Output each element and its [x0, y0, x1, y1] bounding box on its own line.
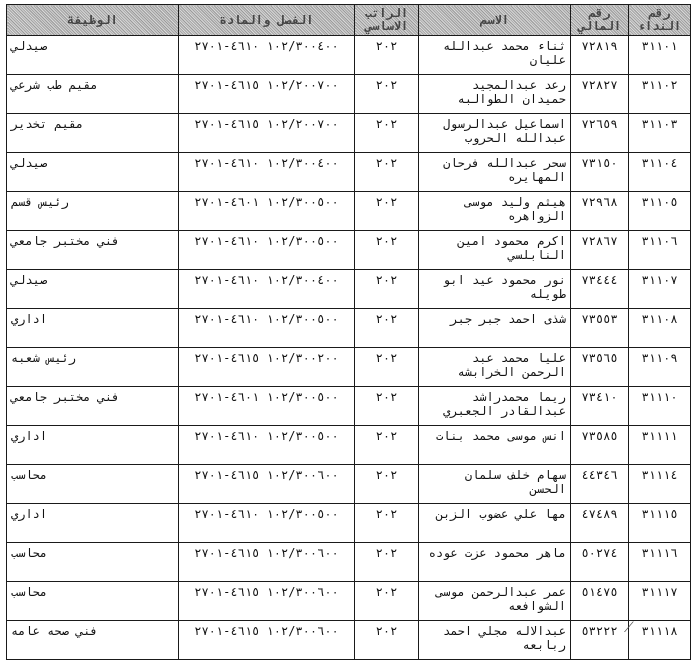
cell-base-salary: ٢٠٢	[355, 543, 419, 582]
employee-table	[6, 4, 691, 660]
cell-job-title	[7, 387, 179, 426]
cell-financial-number: ٧٢٨٦٧	[571, 231, 629, 270]
cell-base-salary: ٢٠٢	[355, 309, 419, 348]
table-row	[7, 426, 691, 465]
cell-base-salary: ٢٠٢	[355, 582, 419, 621]
cell-job-title	[7, 426, 179, 465]
cell-name: ماهر محمود عزت عوده	[419, 543, 571, 582]
table-row	[7, 75, 691, 114]
table-header	[7, 5, 691, 36]
cell-class-item: ١٠٢/٣٠٠٥٠٠ ٤٦١٠-٢٧٠١	[179, 309, 355, 348]
cell-seq-number: ٣١١٠٤	[629, 153, 691, 192]
cell-base-salary: ٢٠٢	[355, 231, 419, 270]
cell-class-item: ١٠٢/٣٠٠٤٠٠ ٤٦١٠-٢٧٠١	[179, 153, 355, 192]
cell-job-title	[7, 270, 179, 309]
table-row	[7, 114, 691, 153]
job-title-text: فني صحه عامه	[11, 624, 98, 638]
cell-seq-number: ٣١١١٠	[629, 387, 691, 426]
cell-job-title	[7, 504, 179, 543]
cell-financial-number: ٤٧٤٨٩	[571, 504, 629, 543]
cell-seq-number: ٣١١٠٩	[629, 348, 691, 387]
cell-job-title	[7, 75, 179, 114]
table-row	[7, 309, 691, 348]
table-row	[7, 348, 691, 387]
job-title-text: مقيم طب شرعي	[11, 78, 98, 92]
cell-base-salary: ٢٠٢	[355, 153, 419, 192]
cell-seq-number: ٣١١٠٢	[629, 75, 691, 114]
cell-name: عمر عبدالرحمن موسى الشوافعه	[419, 582, 571, 621]
header-seq-number: رقم النداء	[629, 5, 691, 36]
cell-job-title	[7, 309, 179, 348]
cell-name: شذى احمد جبر جبر	[419, 309, 571, 348]
cell-job-title	[7, 192, 179, 231]
header-class-item: الفصل والمادة	[179, 5, 355, 36]
cell-seq-number: ٣١١١٨	[629, 621, 691, 660]
cell-financial-number: ٥٣٢٢٢	[571, 621, 629, 660]
cell-base-salary: ٢٠٢	[355, 387, 419, 426]
job-title-text: فني مختبر جامعي	[11, 390, 120, 404]
cell-name: هيثم وليد موسى الزواهره	[419, 192, 571, 231]
cell-job-title	[7, 621, 179, 660]
cell-base-salary: ٢٠٢	[355, 192, 419, 231]
cell-seq-number: ٣١١١٥	[629, 504, 691, 543]
cell-financial-number: ٧٣٥٥٣	[571, 309, 629, 348]
cell-financial-number: ٧٣٥٦٥	[571, 348, 629, 387]
cell-seq-number: ٣١١١١	[629, 426, 691, 465]
table-row	[7, 504, 691, 543]
cell-name: ثناء محمد عبدالله عليان	[419, 36, 571, 75]
job-title-text: اداري	[11, 429, 48, 443]
cell-base-salary: ٢٠٢	[355, 75, 419, 114]
cell-financial-number: ٧٢٦٥٩	[571, 114, 629, 153]
cell-base-salary: ٢٠٢	[355, 621, 419, 660]
cell-seq-number: ٣١١٠٦	[629, 231, 691, 270]
scan-artifact: ⟋	[624, 620, 634, 636]
job-title-text: مقيم تخدير	[11, 117, 84, 131]
cell-financial-number: ٧٢٨٢٧	[571, 75, 629, 114]
cell-name: عبدالاله مجلي احمد ربابعه	[419, 621, 571, 660]
table-row	[7, 192, 691, 231]
cell-class-item: ١٠٢/٣٠٠٤٠٠ ٤٦١٠-٢٧٠١	[179, 36, 355, 75]
job-title-text: فني مختبر جامعي	[11, 234, 120, 248]
cell-financial-number: ٧٣١٥٠	[571, 153, 629, 192]
cell-name: مها علي عضوب الزبن	[419, 504, 571, 543]
table-row	[7, 387, 691, 426]
cell-job-title	[7, 543, 179, 582]
cell-job-title	[7, 582, 179, 621]
table-row	[7, 153, 691, 192]
cell-job-title	[7, 465, 179, 504]
job-title-text: رئيس قسم	[11, 195, 69, 209]
cell-financial-number: ٥٠٢٧٤	[571, 543, 629, 582]
job-title-text: محاسب	[11, 468, 48, 482]
cell-job-title	[7, 153, 179, 192]
cell-seq-number: ٣١١٠٣	[629, 114, 691, 153]
job-title-text: محاسب	[11, 546, 48, 560]
cell-name: انس موسى محمد بنات	[419, 426, 571, 465]
cell-financial-number: ٧٣٤١٠	[571, 387, 629, 426]
cell-base-salary: ٢٠٢	[355, 348, 419, 387]
table-row	[7, 270, 691, 309]
cell-class-item: ١٠٢/٣٠٠٦٠٠ ٤٦١٥-٢٧٠١	[179, 543, 355, 582]
cell-class-item: ١٠٢/٣٠٠٦٠٠ ٤٦١٥-٢٧٠١	[179, 465, 355, 504]
cell-class-item: ١٠٢/٣٠٠٦٠٠ ٤٦١٥-٢٧٠١	[179, 582, 355, 621]
cell-base-salary: ٢٠٢	[355, 426, 419, 465]
job-title-text: صيدلي	[11, 156, 48, 170]
cell-seq-number: ٣١١٠٥	[629, 192, 691, 231]
cell-name: اسماعيل عبدالرسول عبدالله الحروب	[419, 114, 571, 153]
table-row	[7, 465, 691, 504]
cell-seq-number: ٣١١١٧	[629, 582, 691, 621]
cell-name: ريما محمدراشد عبدالقادر الجعبري	[419, 387, 571, 426]
table-row	[7, 36, 691, 75]
cell-seq-number: ٣١١١٤	[629, 465, 691, 504]
cell-name: نور محمود عيد ابو طويله	[419, 270, 571, 309]
cell-job-title	[7, 36, 179, 75]
header-financial-number: رقم المالي	[571, 5, 629, 36]
header-row	[7, 5, 691, 36]
cell-financial-number: ٤٤٣٤٦	[571, 465, 629, 504]
cell-name: رعد عبدالمجيد حميدان الطوالبه	[419, 75, 571, 114]
cell-job-title	[7, 231, 179, 270]
cell-name: عليا محمد عبد الرحمن الخرابشه	[419, 348, 571, 387]
job-title-text: صيدلي	[11, 273, 48, 287]
job-title-text: اداري	[11, 507, 48, 521]
table-row	[7, 231, 691, 270]
cell-class-item: ١٠٢/٣٠٠٦٠٠ ٤٦١٥-٢٧٠١	[179, 621, 355, 660]
header-base-salary: الراتب الاساسي	[355, 5, 419, 36]
header-job-title: الوظيفة	[7, 5, 179, 36]
job-title-text: صيدلي	[11, 39, 48, 53]
cell-class-item: ١٠٢/٣٠٠٤٠٠ ٤٦١٠-٢٧٠١	[179, 270, 355, 309]
job-title-text: اداري	[11, 312, 48, 326]
cell-base-salary: ٢٠٢	[355, 114, 419, 153]
cell-class-item: ١٠٢/٣٠٠٥٠٠ ٤٦١٠-٢٧٠١	[179, 426, 355, 465]
cell-class-item: ١٠٢/٣٠٠٢٠٠ ٤٦١٥-٢٧٠١	[179, 348, 355, 387]
cell-class-item: ١٠٢/٣٠٠٥٠٠ ٤٦١٠-٢٧٠١	[179, 504, 355, 543]
cell-financial-number: ٥١٤٧٥	[571, 582, 629, 621]
job-title-text: محاسب	[11, 585, 48, 599]
header-name: الاسم	[419, 5, 571, 36]
cell-seq-number: ٣١١٠٧	[629, 270, 691, 309]
cell-name: سهام خلف سلمان الحسن	[419, 465, 571, 504]
cell-seq-number: ٣١١١٦	[629, 543, 691, 582]
table-row	[7, 621, 691, 660]
cell-class-item: ١٠٢/٢٠٠٧٠٠ ٤٦١٥-٢٧٠١	[179, 75, 355, 114]
cell-financial-number: ٧٢٩٦٨	[571, 192, 629, 231]
cell-financial-number: ٧٣٥٨٥	[571, 426, 629, 465]
cell-name: سحر عبدالله فرحان المهايره	[419, 153, 571, 192]
job-title-text: رئيس شعبه	[11, 351, 77, 365]
cell-class-item: ١٠٢/٣٠٠٥٠٠ ٤٦٠١-٢٧٠١	[179, 387, 355, 426]
cell-class-item: ١٠٢/٣٠٠٥٠٠ ٤٦١٠-٢٧٠١	[179, 231, 355, 270]
cell-base-salary: ٢٠٢	[355, 504, 419, 543]
cell-base-salary: ٢٠٢	[355, 36, 419, 75]
cell-name: اكرم محمود امين النابلسي	[419, 231, 571, 270]
cell-financial-number: ٧٢٨١٩	[571, 36, 629, 75]
table-row	[7, 543, 691, 582]
cell-base-salary: ٢٠٢	[355, 465, 419, 504]
table-row	[7, 582, 691, 621]
cell-job-title	[7, 114, 179, 153]
cell-seq-number: ٣١١٠٨	[629, 309, 691, 348]
cell-seq-number: ٣١١٠١	[629, 36, 691, 75]
cell-job-title	[7, 348, 179, 387]
cell-base-salary: ٢٠٢	[355, 270, 419, 309]
cell-financial-number: ٧٣٤٤٤	[571, 270, 629, 309]
cell-class-item: ١٠٢/٣٠٠٥٠٠ ٤٦٠١-٢٧٠١	[179, 192, 355, 231]
cell-class-item: ١٠٢/٢٠٠٧٠٠ ٤٦١٥-٢٧٠١	[179, 114, 355, 153]
table-body	[7, 36, 691, 660]
